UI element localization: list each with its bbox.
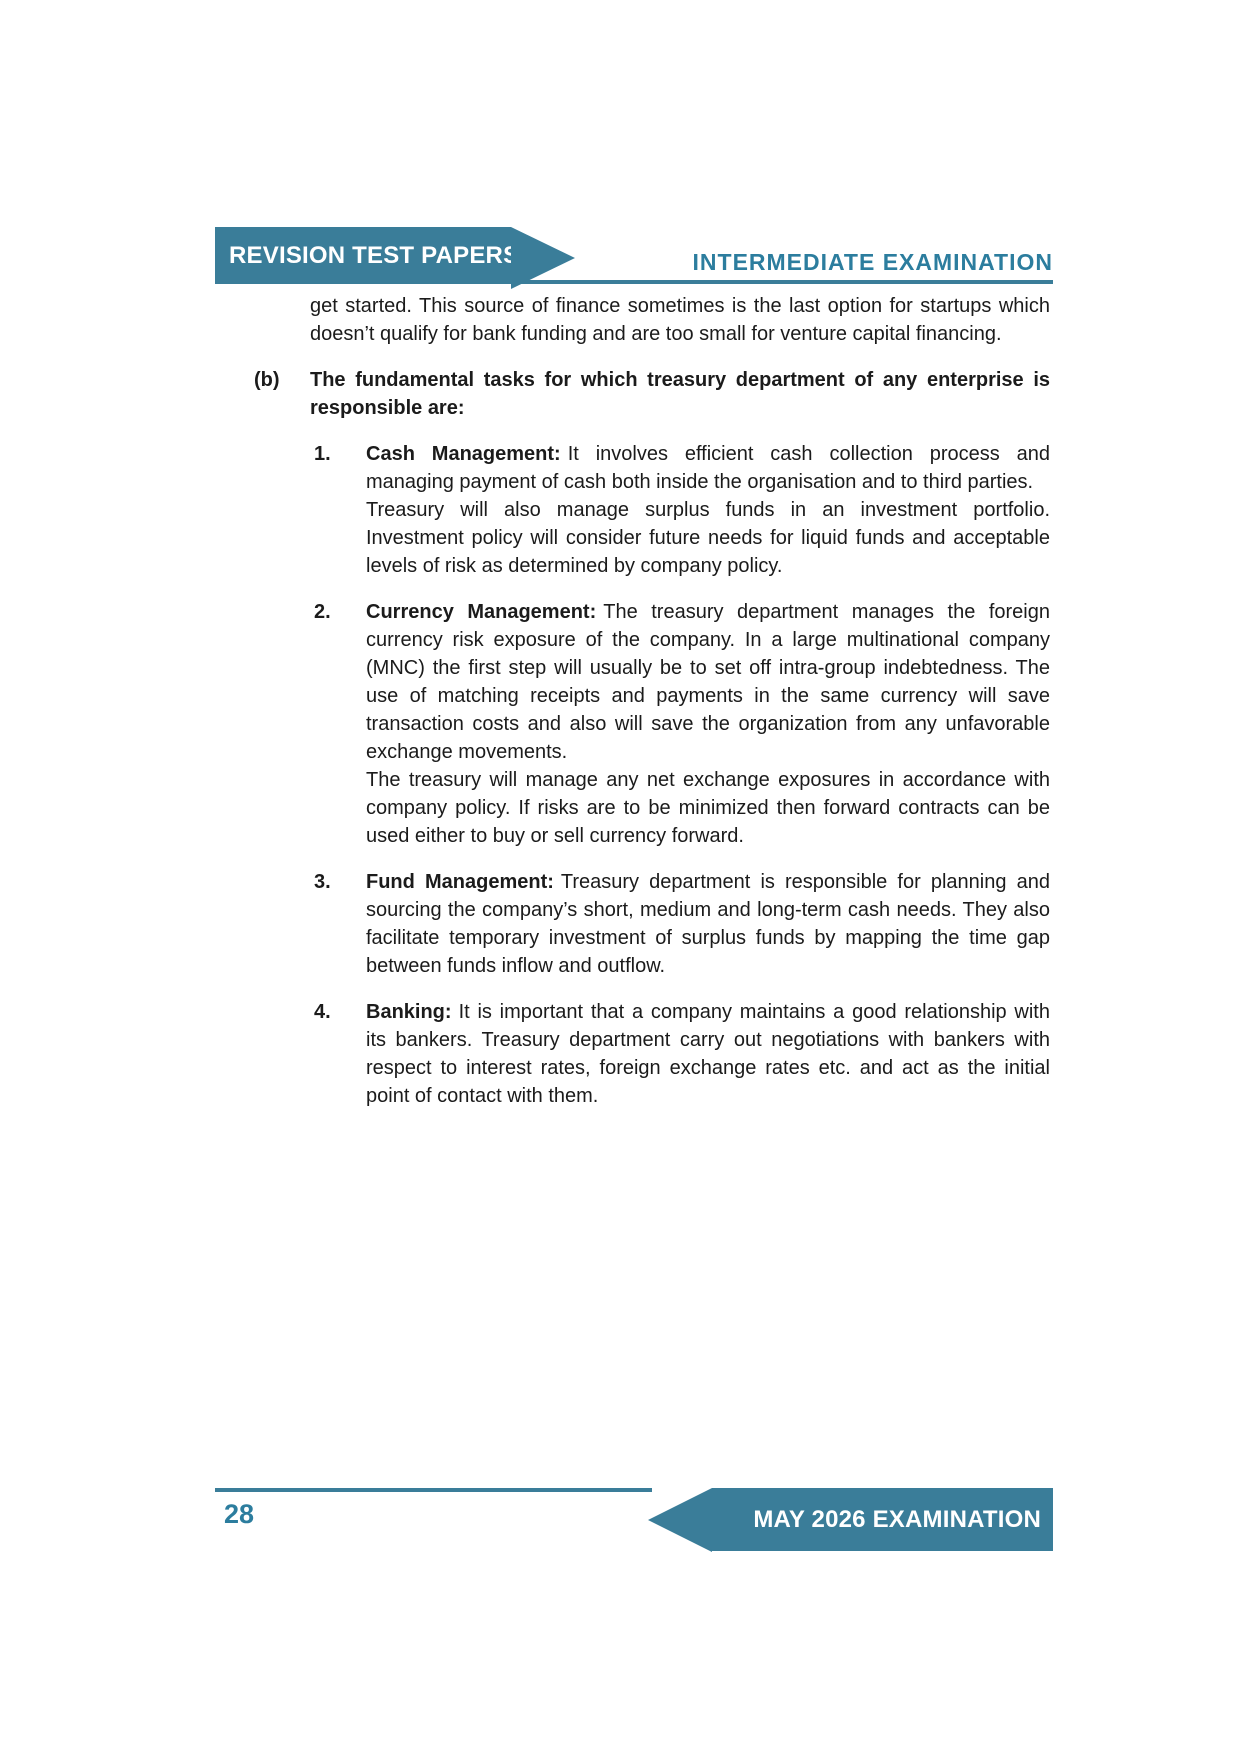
- task-extra-paragraph: Treasury will also manage surplus funds in an investment portfolio. Investment policy will consider future needs for liquid funds and acceptable levels of risk as determined by company policy.: [366, 499, 1050, 577]
- header-rule: [514, 280, 1053, 284]
- task-item-fund-management: [314, 868, 1050, 980]
- task-item-cash-management: [314, 440, 1050, 580]
- header-banner: [215, 227, 520, 284]
- task-text: It is important that a company maintains a good relationship with its bankers. Treasury department carry out negotiations with bankers with respect to interest rates, foreign exchange rates etc. and act as the initial point of contact with them.: [366, 1001, 1050, 1107]
- item-b-marker: (b): [254, 369, 280, 391]
- task-extra-paragraph: The treasury will manage any net exchange exposures in accordance with company policy. If risks are to be minimized then forward contracts can be used either to buy or sell currency forward.: [366, 769, 1050, 847]
- item-b-heading: The fundamental tasks for which treasury department of any enterprise is responsible are:: [310, 369, 1050, 419]
- footer-rule: [215, 1488, 652, 1492]
- task-title: Currency Management:: [366, 601, 597, 623]
- task-body: [366, 998, 1050, 1110]
- page-number: 28: [224, 1499, 255, 1529]
- revision-test-papers-label: REVISION TEST PAPERS: [229, 241, 520, 269]
- task-number: 4.: [314, 1001, 331, 1023]
- footer-banner-arrow-icon: [648, 1488, 712, 1552]
- task-text: It involves efficient cash collection process and managing payment of cash both inside the organisation and to third parties.: [366, 443, 1050, 493]
- task-number: 3.: [314, 871, 331, 893]
- task-text: The treasury department manages the foreign currency risk exposure of the company. In a large multinational company (MNC) the first step will usually be to set off intra-group indebtedness. The use of matching receipts and payments in the same currency will save transaction costs and also will save the organization from any unfavorable exchange movements.: [366, 601, 1050, 763]
- task-body: [366, 440, 1050, 496]
- page-body: [254, 292, 1050, 1110]
- task-number: 2.: [314, 601, 331, 623]
- task-number: 1.: [314, 443, 331, 465]
- task-body: [366, 598, 1050, 766]
- task-item-banking: [314, 998, 1050, 1110]
- task-title: Banking:: [366, 1001, 452, 1023]
- task-text: Treasury department is responsible for planning and sourcing the company’s short, medium and long-term cash needs. They also facilitate temporary investment of surplus funds by mapping the time gap between funds inflow and outflow.: [366, 871, 1050, 977]
- item-b: [254, 366, 1050, 422]
- task-title: Fund Management:: [366, 871, 554, 893]
- task-item-currency-management: [314, 598, 1050, 850]
- intermediate-examination-label: INTERMEDIATE EXAMINATION: [692, 249, 1053, 275]
- footer-banner: [712, 1488, 1053, 1551]
- task-title: Cash Management:: [366, 443, 561, 465]
- intro-paragraph: get started. This source of finance sometimes is the last option for startups which doesn’t qualify for bank funding and are too small for venture capital financing.: [310, 295, 1050, 345]
- task-body: [366, 868, 1050, 980]
- task-list: [314, 440, 1050, 1110]
- may-2026-examination-label: MAY 2026 EXAMINATION: [753, 1505, 1041, 1533]
